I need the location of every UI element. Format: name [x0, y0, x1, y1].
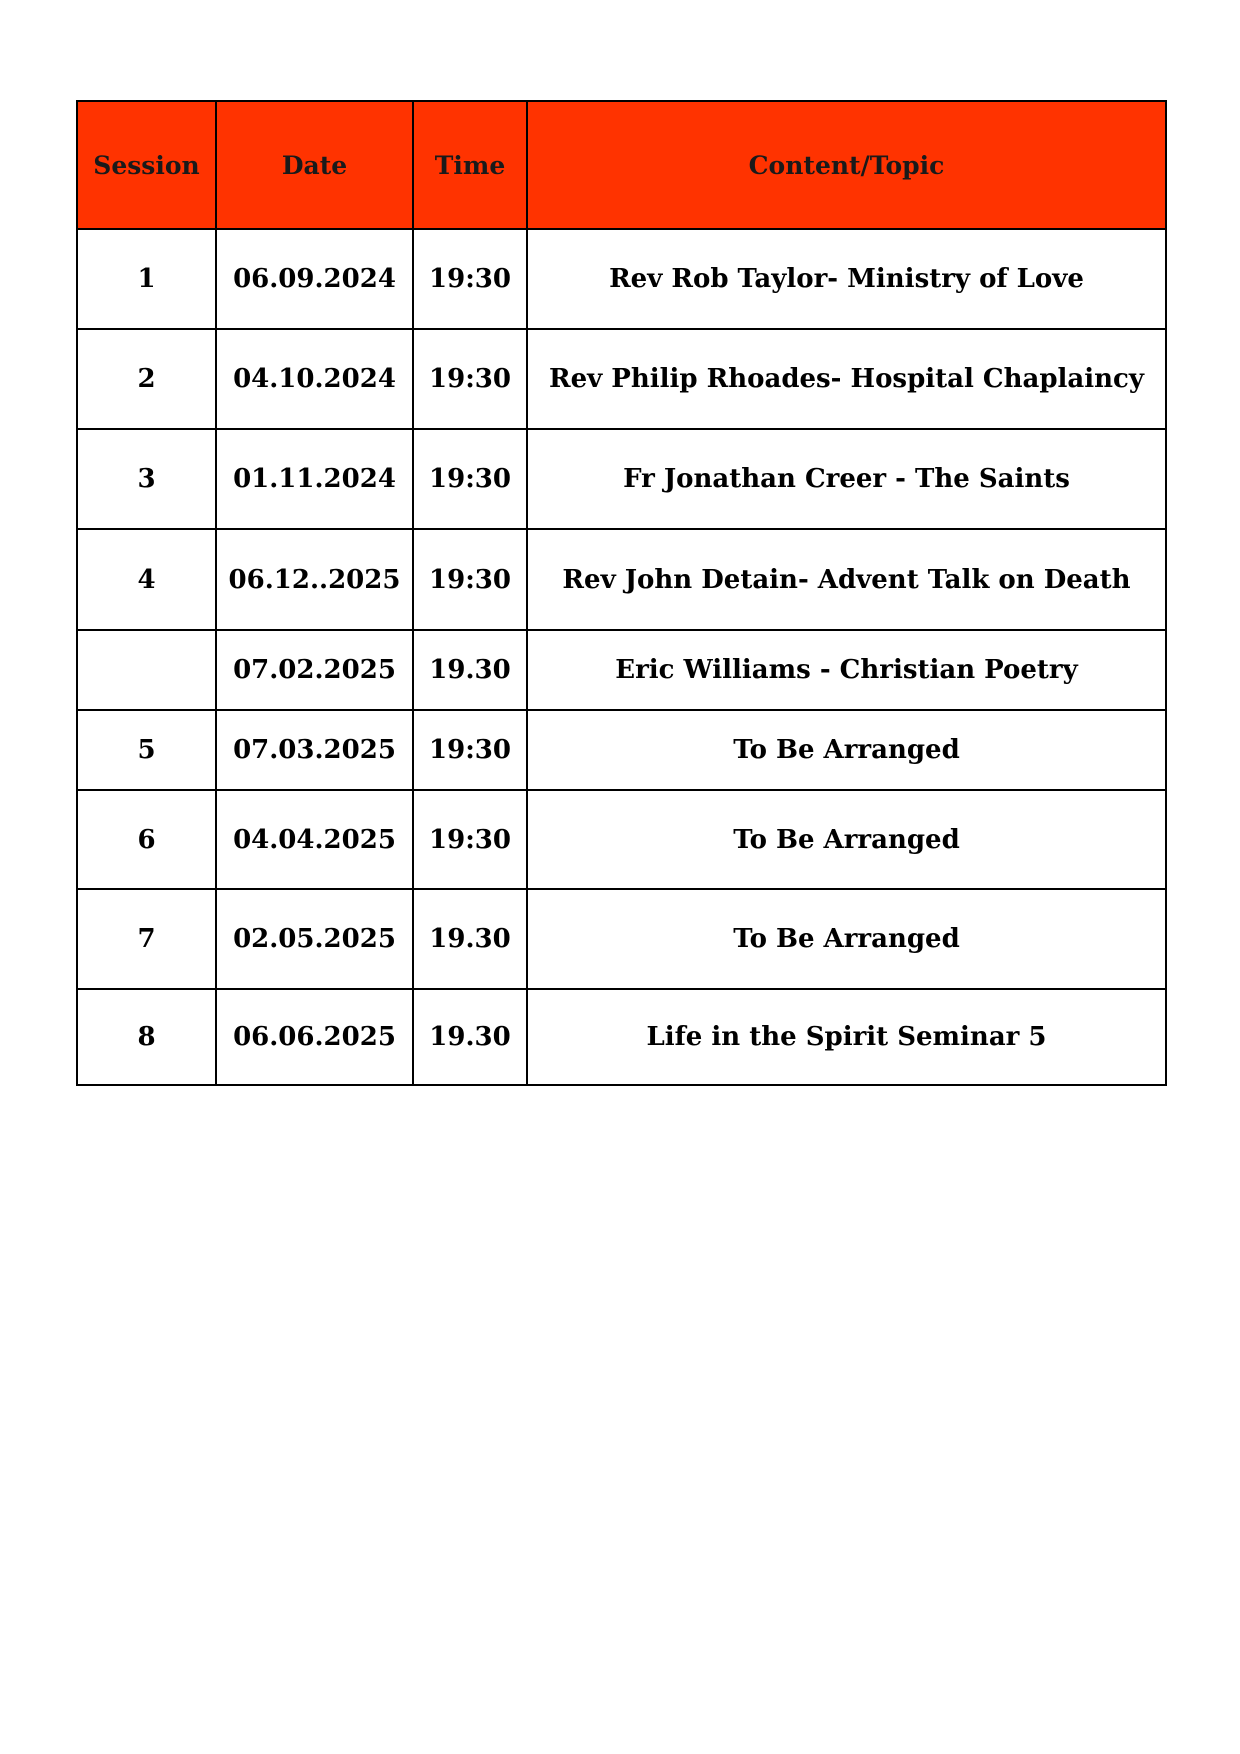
cell-time: 19:30	[413, 529, 527, 630]
table-row	[77, 429, 1166, 529]
cell-date: 04.04.2025	[216, 790, 413, 889]
cell-date: 07.02.2025	[216, 630, 413, 710]
cell-topic: Rev Rob Taylor- Ministry of Love	[527, 229, 1166, 329]
cell-session: 3	[77, 429, 216, 529]
cell-time: 19:30	[413, 710, 527, 790]
table-row	[77, 229, 1166, 329]
table-row	[77, 989, 1166, 1085]
cell-date: 07.03.2025	[216, 710, 413, 790]
table-row	[77, 710, 1166, 790]
header-date: Date	[216, 101, 413, 229]
header-row	[77, 101, 1166, 229]
cell-time: 19.30	[413, 630, 527, 710]
cell-topic: To Be Arranged	[527, 790, 1166, 889]
cell-topic: To Be Arranged	[527, 710, 1166, 790]
cell-topic: Rev John Detain- Advent Talk on Death	[527, 529, 1166, 630]
table-row	[77, 889, 1166, 989]
cell-session: 8	[77, 989, 216, 1085]
cell-date: 04.10.2024	[216, 329, 413, 429]
table-header	[77, 101, 1166, 229]
cell-topic: To Be Arranged	[527, 889, 1166, 989]
table-row	[77, 790, 1166, 889]
cell-time: 19:30	[413, 790, 527, 889]
cell-date: 06.06.2025	[216, 989, 413, 1085]
table-row	[77, 529, 1166, 630]
cell-date: 02.05.2025	[216, 889, 413, 989]
cell-date: 06.12..2025	[216, 529, 413, 630]
table-row	[77, 329, 1166, 429]
cell-topic: Eric Williams - Christian Poetry	[527, 630, 1166, 710]
cell-session: 2	[77, 329, 216, 429]
header-time: Time	[413, 101, 527, 229]
cell-date: 01.11.2024	[216, 429, 413, 529]
table-body	[77, 229, 1166, 1085]
cell-session	[77, 630, 216, 710]
cell-time: 19:30	[413, 229, 527, 329]
cell-session: 4	[77, 529, 216, 630]
cell-time: 19.30	[413, 889, 527, 989]
header-session: Session	[77, 101, 216, 229]
cell-session: 1	[77, 229, 216, 329]
cell-time: 19.30	[413, 989, 527, 1085]
cell-session: 7	[77, 889, 216, 989]
cell-topic: Life in the Spirit Seminar 5	[527, 989, 1166, 1085]
header-topic: Content/Topic	[527, 101, 1166, 229]
cell-date: 06.09.2024	[216, 229, 413, 329]
cell-session: 6	[77, 790, 216, 889]
cell-topic: Rev Philip Rhoades- Hospital Chaplaincy	[527, 329, 1166, 429]
cell-time: 19:30	[413, 329, 527, 429]
cell-session: 5	[77, 710, 216, 790]
cell-topic: Fr Jonathan Creer - The Saints	[527, 429, 1166, 529]
session-schedule-table	[76, 100, 1167, 1086]
table-row	[77, 630, 1166, 710]
cell-time: 19:30	[413, 429, 527, 529]
